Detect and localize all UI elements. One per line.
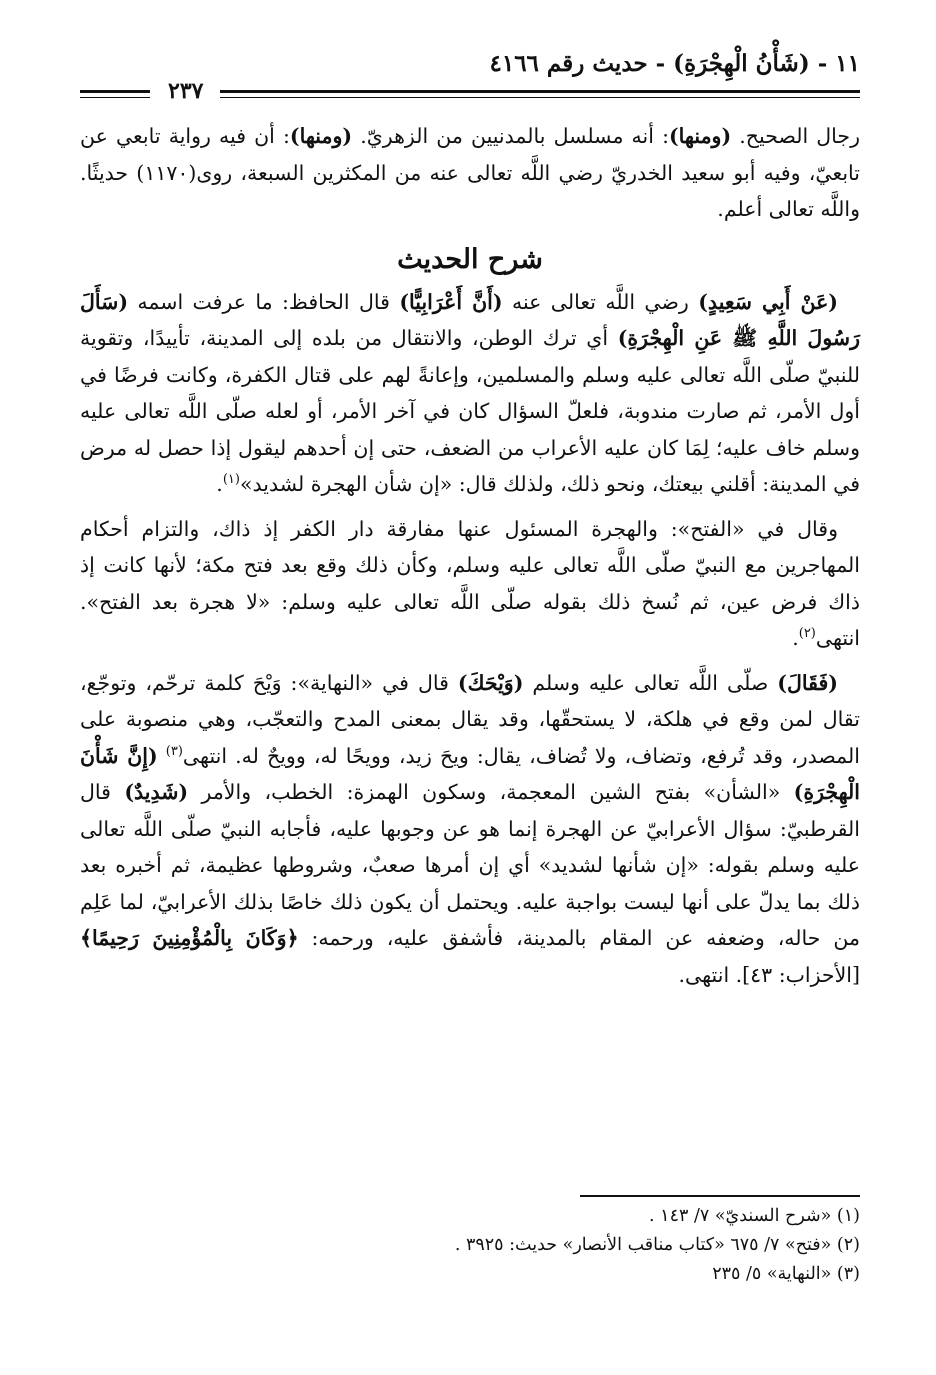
footnote-2: (٢) «فتح» ٧/ ٦٧٥ «كتاب مناقب الأنصار» حديث: ٣٩٢٥ . xyxy=(454,1235,860,1255)
text-span: «الشأن» بفتح الشين المعجمة، وسكون الهمزة: الخطب، والأمر xyxy=(188,780,794,804)
footnote-marker[interactable]: (١) xyxy=(222,472,240,488)
text-span: . xyxy=(792,626,799,650)
book-page xyxy=(80,50,860,1284)
bold-phrase: (أَنَّ أَعْرَابِيًّا) xyxy=(399,289,503,314)
paragraph-wayhak xyxy=(80,665,860,994)
bold-phrase: (وَيْحَكَ) xyxy=(457,670,524,695)
text-span xyxy=(158,744,166,768)
header-rule-right xyxy=(220,90,860,98)
body-text xyxy=(80,118,860,993)
footnote-3: (٣) «النهاية» ٥/ ٢٣٥ xyxy=(712,1264,860,1284)
bold-phrase: (عَنْ أَبِي سَعِيدٍ) xyxy=(698,289,838,314)
paragraph-hadith-commentary xyxy=(80,284,860,503)
text-span: رضي اللَّه تعالى عنه xyxy=(502,289,699,314)
header-rule-left xyxy=(80,90,150,98)
text-span: قال القرطبيّ: سؤال الأعرابيّ عن الهجرة إنما هو عن وجوبها عليه، فأجابه النبيّ صلّى اللَّه تعالى عليه وسلم بقوله: «إن شأنها لشديد» أي إن أمرها صعبٌ، وشروطها عظيمة، ثم أخبره بعد ذلك بما يدلّ على أنها ليست بواجبة عليه. ويحتمل أن يكون ذلك خاصًا بذلك الأعرابيّ، لما عَلِم من حاله، وضعفه عن المقام بالمدينة، فأشفق عليه، ورحمه: xyxy=(80,780,860,950)
footnote-marker[interactable]: (٣) xyxy=(165,743,183,759)
text-span: . xyxy=(216,472,223,496)
page-number: ٢٣٧ xyxy=(162,78,209,104)
text-span: رجال الصحيح. xyxy=(731,124,860,148)
quran-quote: ﴿وَكَانَ بِالْمُؤْمِنِينَ رَحِيمًا﴾ xyxy=(80,926,299,950)
bold-phrase: (ومنها) xyxy=(668,124,732,148)
bold-phrase: (شَدِيدٌ) xyxy=(124,780,189,804)
running-head-title: ١١ - (شَأْنُ الْهِجْرَةِ) - حديث رقم ٤١٦٦ xyxy=(489,50,860,77)
paragraph-intro xyxy=(80,118,860,228)
section-heading: شرح الحديث xyxy=(397,243,543,275)
text-span: : أن فيه رواية تابعي عن تابعيّ، وفيه أبو سعيد الخدريّ رضي اللَّه تعالى عنه من المكثرين السبعة، روى(١١٧٠) حديثًا. واللَّه تعالى أعلم. xyxy=(80,124,860,221)
footnotes xyxy=(80,1202,860,1289)
text-span: أي ترك الوطن، والانتقال من بلده إلى المدينة، تأييدًا، وتقوية للنبيّ صلّى اللَّه تعالى عليه وسلم والمسلمين، وإعانةً لهم على قتال الكفرة، وكانت فرضًا في أول الأمر، ثم صارت مندوبة، فلعلّ السؤال كان في آخر الأمر، أو لعله صلّى اللَّه تعالى عليه وسلم خاف عليه؛ لِمَا كان عليه الأعراب من الضعف، حتى إن أحدهم ليقول إذا حصل له مرض في المدينة: أقلني بيعتك، ونحو ذلك، ولذلك قال: «إن شأن الهجرة لشديد» xyxy=(80,326,860,496)
bold-phrase: (إِنَّ شَأْنَ الْهِجْرَةِ) xyxy=(80,743,860,804)
running-head xyxy=(80,50,860,102)
footnote-marker[interactable]: (٢) xyxy=(798,626,816,642)
text-span: [الأحزاب: ٤٣]. انتهى. xyxy=(678,962,860,987)
footnote-separator xyxy=(580,1195,860,1197)
bold-phrase: (فَقَالَ) xyxy=(777,670,838,695)
text-span: قال في «النهاية»: وَيْحَ كلمة ترحّم، وتوجّع، تقال لمن وقع في هلكة، لا يستحقّها، وقد يقال بمعنى المدح والتعجّب، وهي منصوبة على المصدر، وقد تُرفع، وتضاف، ولا تُضاف، يقال: ويحَ زيد، وويحًا له، وويحٌ له. انتهى xyxy=(80,670,860,768)
running-head-rules xyxy=(80,78,860,104)
paragraph-fath xyxy=(80,511,860,657)
bold-phrase: (ومنها) xyxy=(289,124,353,148)
bold-phrase: (سَأَلَ رَسُولَ اللَّهِ ﷺ عَنِ الْهِجْرَةِ) xyxy=(80,289,860,350)
text-span: قال الحافظ: ما عرفت اسمه xyxy=(128,289,400,314)
text-span: وقال في «الفتح»: والهجرة المسئول عنها مفارقة دار الكفر إذ ذاك، والتزام أحكام المهاجرين مع النبيّ صلّى اللَّه تعالى عليه وسلم، وكأن ذلك وقع بعد فتح مكة؛ لأنها كانت إذ ذاك فرض عين، ثم نُسخ ذلك بقوله صلّى اللَّه تعالى عليه وسلم: «لا هجرة بعد الفتح». انتهى xyxy=(80,516,860,650)
text-span: صلّى اللَّه تعالى عليه وسلم xyxy=(523,670,778,695)
footnote-1: (١) «شرح السنديّ» ٧/ ١٤٣ . xyxy=(649,1206,860,1226)
text-span: : أنه مسلسل بالمدنيين من الزهريّ. xyxy=(352,124,669,148)
